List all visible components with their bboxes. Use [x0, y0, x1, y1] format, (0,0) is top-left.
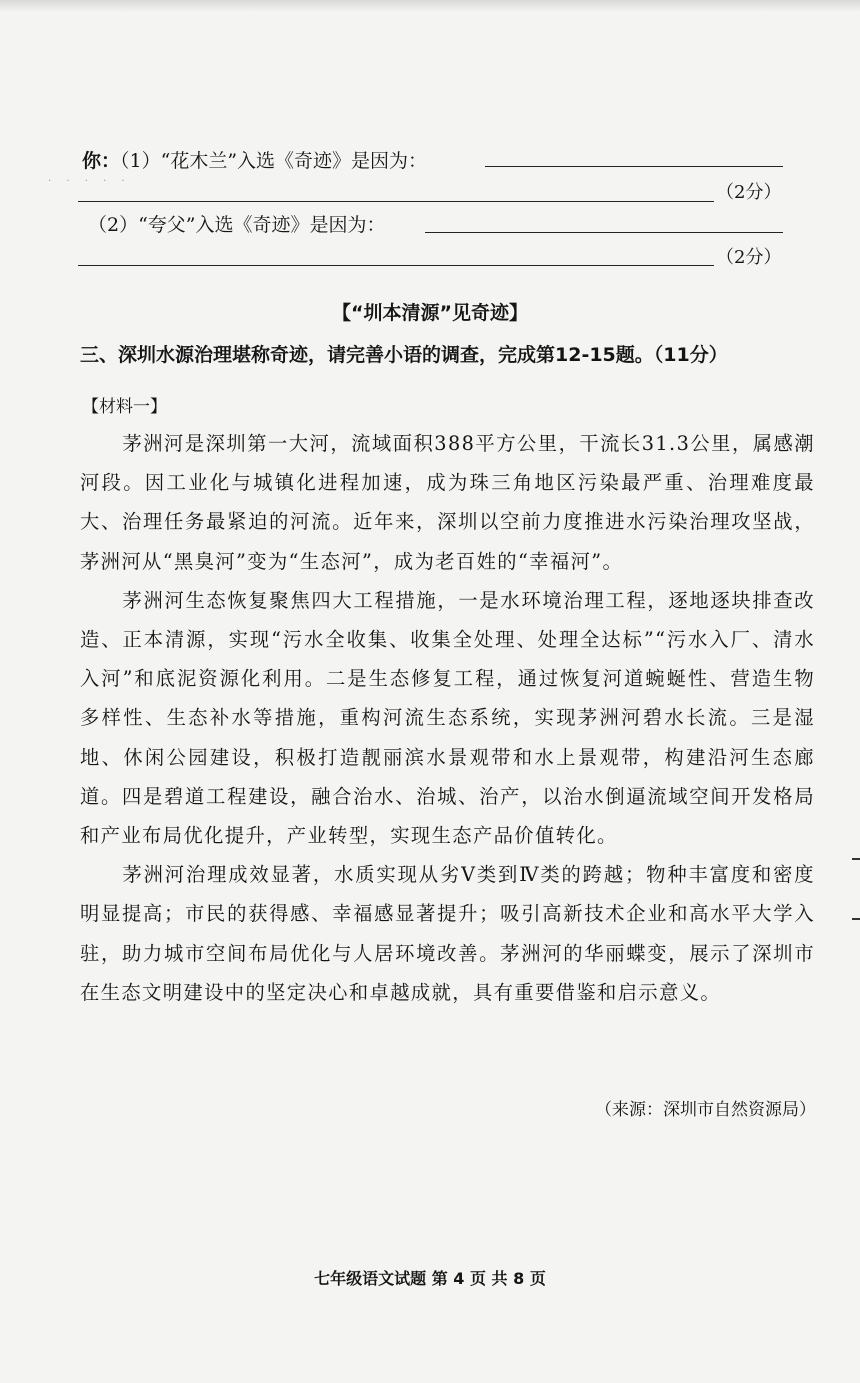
scan-edge-mark: [852, 918, 860, 920]
item1-score: （2分）: [716, 182, 782, 203]
question-item-2: （2）“夸父”入选《奇迹》是因为：: [88, 214, 386, 236]
scan-edge-mark: [852, 858, 860, 860]
you-label: 你：: [82, 150, 121, 172]
answer-line-2a[interactable]: [425, 232, 783, 233]
answer-line-1a[interactable]: [485, 166, 783, 167]
material-body: [80, 424, 815, 1012]
paragraph: 茅洲河生态恢复聚焦四大工程措施，一是水环境治理工程，逐地逐块排查改造、正本清源，实现“污水全收集、收集全处理、处理全达标”“污水入厂、清水入河”和底泥资源化利用。二是生态修复工程，通过恢复河道蜿蜒性、营造生物多样性、生态补水等措施，重构河流生态系统，实现茅洲河碧水长流。三是湿地、休闲公园建设，积极打造靓丽滨水景观带和水上景观带，构建沿河生态廊道。四是碧道工程建设，融合治水、治城、治产，以治水倒逼流域空间开发格局和产业布局优化提升，产业转型，实现生态产品价值转化。: [80, 588, 815, 848]
page-footer: 七年级语文试题 第 4 页 共 8 页: [314, 1269, 546, 1288]
paragraph: 茅洲河治理成效显著，水质实现从劣Ⅴ类到Ⅳ类的跨越；物种丰富度和密度明显提高；市民的获得感、幸福感显著提升；吸引高新技术企业和高水平大学入驻，助力城市空间布局优化与人居环境改善。茅洲河的华丽蝶变，展示了深圳市在生态文明建设中的坚定决心和卓越成就，具有重要借鉴和启示意义。: [80, 863, 815, 1004]
item2-score: （2分）: [716, 247, 782, 268]
answer-line-1b[interactable]: [78, 201, 714, 202]
section-title: 【“圳本清源”见奇迹】: [332, 302, 528, 324]
scan-smudge: · · · · ·: [48, 176, 131, 187]
material-label: 【材料一】: [82, 397, 167, 417]
answer-line-2b[interactable]: [78, 265, 714, 266]
paragraph: 茅洲河是深圳第一大河，流域面积388平方公里，干流长31.3公里，属感潮河段。因工业化与城镇化进程加速，成为珠三角地区污染最严重、治理难度最大、治理任务最紧迫的河流。近年来，深圳以空前力度推进水污染治理攻坚战，茅洲河从“黑臭河”变为“生态河”，成为老百姓的“幸福河”。: [80, 432, 815, 573]
item1-text: （1）“花木兰”入选《奇迹》是因为：: [120, 150, 428, 172]
question-item-1: [82, 146, 427, 173]
section-prompt: 三、深圳水源治理堪称奇迹，请完善小语的调查，完成第12-15题。（11分）: [80, 344, 728, 366]
source-citation: （来源：深圳市自然资源局）: [595, 1100, 816, 1120]
